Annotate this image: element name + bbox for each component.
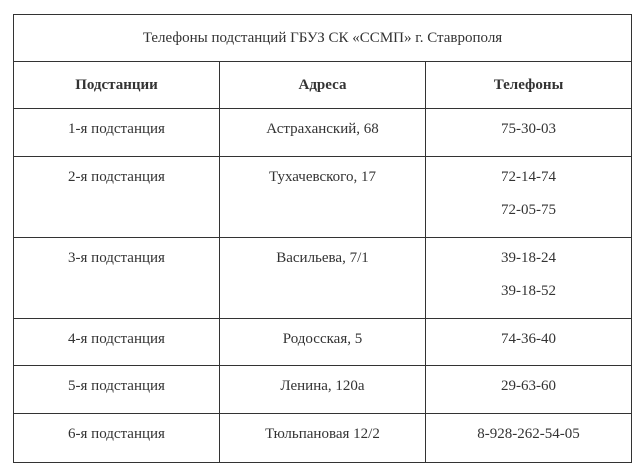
address-text: Ленина, 120а <box>280 378 365 394</box>
phones-cell <box>426 366 632 414</box>
phones-cell <box>426 319 632 366</box>
table-row <box>14 238 632 319</box>
phones-cell <box>426 157 632 238</box>
substation-name: 1-я подстанция <box>68 121 165 137</box>
table-title: Телефоны подстанций ГБУЗ СК «ССМП» г. Ставрополя <box>14 15 632 62</box>
substation-name: 5-я подстанция <box>68 378 165 394</box>
address-text: Васильева, 7/1 <box>276 250 369 266</box>
phone-number: 39-18-24 <box>501 250 556 266</box>
address-cell <box>220 414 426 463</box>
address-cell <box>220 109 426 157</box>
substation-phones-table <box>13 14 632 463</box>
address-text: Тухачевского, 17 <box>269 169 376 185</box>
phones-cell <box>426 109 632 157</box>
phones-table-container <box>13 14 631 463</box>
phones-cell <box>426 414 632 463</box>
table-row <box>14 414 632 463</box>
substation-cell <box>14 319 220 366</box>
column-header-addresses: Адреса <box>220 62 426 109</box>
column-header-phones: Телефоны <box>426 62 632 109</box>
substation-cell <box>14 238 220 319</box>
substation-cell <box>14 366 220 414</box>
substation-cell <box>14 157 220 238</box>
phone-number: 8-928-262-54-05 <box>477 426 580 442</box>
phones-cell <box>426 238 632 319</box>
substation-name: 2-я подстанция <box>68 169 165 185</box>
substation-name: 4-я подстанция <box>68 331 165 347</box>
address-cell <box>220 157 426 238</box>
address-cell <box>220 366 426 414</box>
table-header-row <box>14 62 632 109</box>
phone-number: 29-63-60 <box>501 378 556 394</box>
substation-name: 6-я подстанция <box>68 426 165 442</box>
substation-name: 3-я подстанция <box>68 250 165 266</box>
table-row <box>14 319 632 366</box>
address-cell <box>220 238 426 319</box>
substation-cell <box>14 109 220 157</box>
substation-cell <box>14 414 220 463</box>
phone-number: 39-18-52 <box>501 283 556 299</box>
phone-number: 74-36-40 <box>501 331 556 347</box>
phone-number: 72-14-74 <box>501 169 556 185</box>
table-title-row <box>14 15 632 62</box>
address-cell <box>220 319 426 366</box>
column-header-substations: Подстанции <box>14 62 220 109</box>
phone-number: 72-05-75 <box>501 202 556 218</box>
address-text: Астраханский, 68 <box>266 121 379 137</box>
table-row <box>14 109 632 157</box>
address-text: Родосская, 5 <box>282 331 363 347</box>
table-row <box>14 366 632 414</box>
table-row <box>14 157 632 238</box>
phone-number: 75-30-03 <box>501 121 556 137</box>
address-text: Тюльпановая 12/2 <box>265 426 380 442</box>
